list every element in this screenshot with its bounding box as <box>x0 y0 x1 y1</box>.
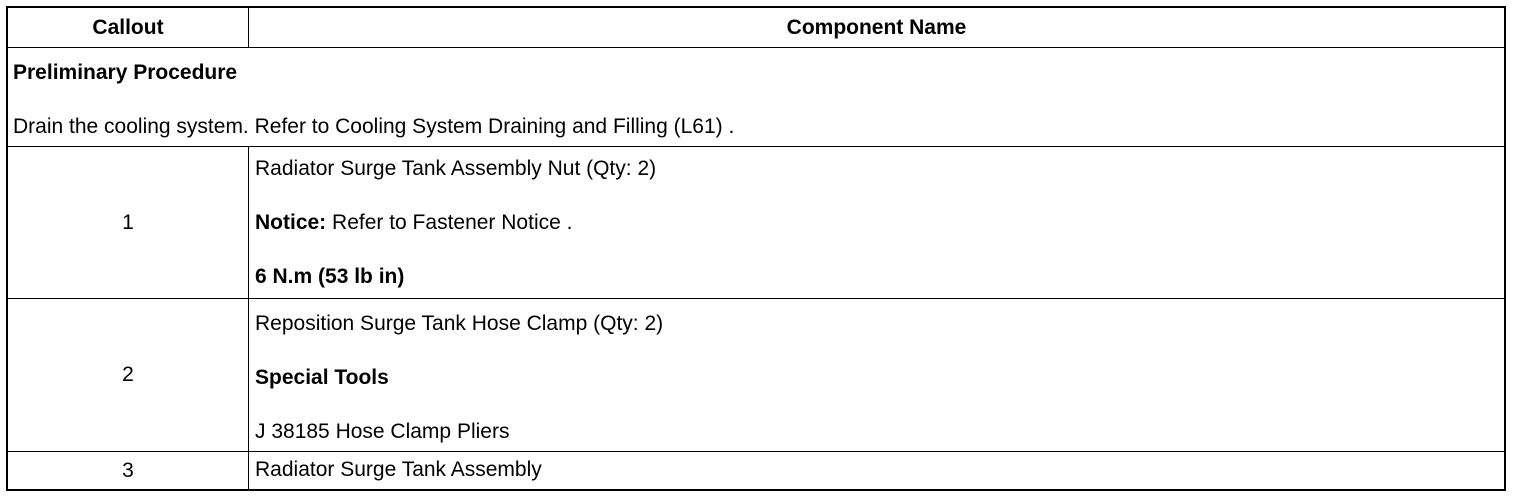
callout-number: 3 <box>8 452 249 489</box>
special-tools-label: Special Tools <box>255 366 389 389</box>
preliminary-procedure-title: Preliminary Procedure <box>13 61 238 84</box>
header-component-name: Component Name <box>786 15 967 39</box>
preliminary-procedure-row <box>8 48 1504 147</box>
special-tool-item: J 38185 Hose Clamp Pliers <box>255 420 510 443</box>
component-name: Radiator Surge Tank Assembly Nut (Qty: 2) <box>255 157 657 180</box>
torque-spec: 6 N.m (53 lb in) <box>255 265 405 288</box>
callout-number: 2 <box>8 299 249 451</box>
table-row <box>8 452 1504 489</box>
table-row <box>8 299 1504 452</box>
component-table <box>6 6 1506 491</box>
callout-number: 1 <box>8 147 249 298</box>
notice-line <box>255 211 572 235</box>
table-row <box>8 147 1504 299</box>
component-name: Reposition Surge Tank Hose Clamp (Qty: 2) <box>255 312 664 335</box>
notice-text: Refer to Fastener Notice . <box>326 211 573 234</box>
header-callout: Callout <box>8 8 249 47</box>
component-name: Radiator Surge Tank Assembly <box>255 458 542 481</box>
component-cell <box>249 299 1504 451</box>
notice-label: Notice: <box>255 211 327 234</box>
preliminary-procedure-text: Drain the cooling system. Refer to Cooling System Draining and Filling (L61) . <box>13 115 735 138</box>
table-header-row <box>8 8 1504 48</box>
component-cell <box>249 452 1504 489</box>
component-cell <box>249 147 1504 298</box>
